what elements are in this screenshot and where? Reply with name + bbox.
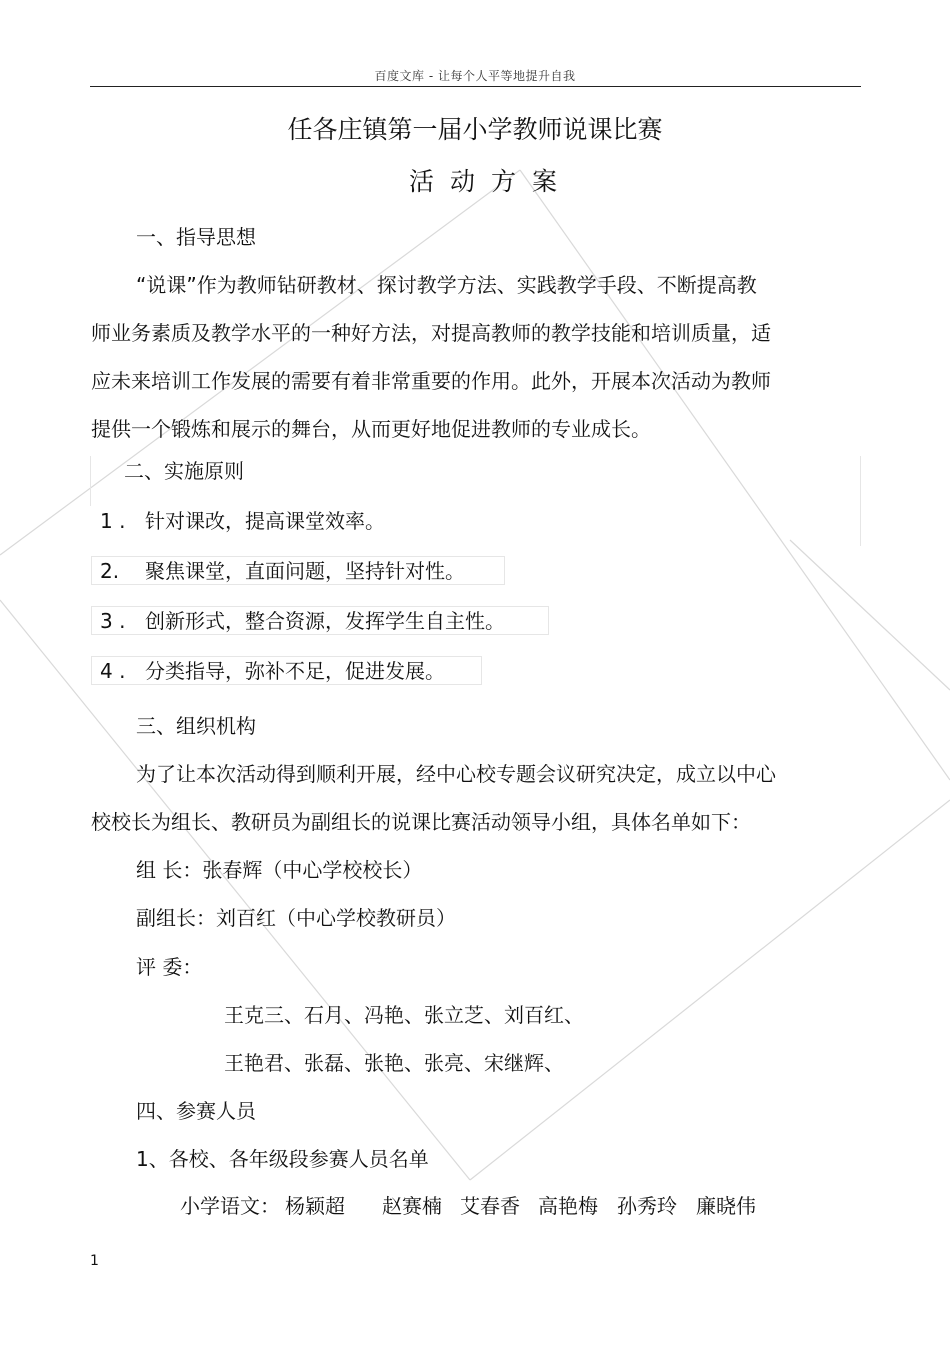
subsection-heading: 1、各校、各年级段参赛人员名单: [136, 1147, 429, 1171]
principle-number: 2.: [100, 559, 120, 583]
judges-list: 王克三、石月、冯艳、张立芝、刘百红、: [224, 1003, 584, 1027]
paragraph-line: 应未来培训工作发展的需要有着非常重要的作用。此外，开展本次活动为教师: [91, 369, 771, 393]
participant-name: 赵赛楠: [382, 1194, 442, 1218]
participant-name: 高艳梅: [538, 1194, 598, 1218]
principle-number: 3 .: [100, 609, 126, 633]
document-title: 任各庄镇第一届小学教师说课比赛: [287, 115, 663, 144]
participant-name: 孙秀玲: [617, 1194, 677, 1218]
section-heading-2: 二、实施原则: [124, 459, 244, 483]
section-heading-3: 三、组织机构: [136, 714, 256, 738]
judges-list: 王艳君、张磊、张艳、张亮、宋继辉、: [224, 1051, 564, 1075]
paragraph-line: “说课”作为教师钻研教材、探讨教学方法、实践教学手段、不断提高教: [136, 273, 757, 297]
participants-label: 小学语文：: [180, 1194, 280, 1218]
leader-line: 组 长：张春辉（中心学校校长）: [136, 858, 423, 882]
header-source: 百度文库 - 让每个人平等地提升自我: [374, 69, 576, 83]
principle-number: 1 .: [100, 509, 126, 533]
principle-text: 分类指导，弥补不足，促进发展。: [145, 659, 445, 683]
section-heading-1: 一、指导思想: [136, 225, 256, 249]
participant-name: 廉晓伟: [696, 1194, 756, 1218]
paragraph-line: 校校长为组长、教研员为副组长的说课比赛活动领导小组，具体名单如下：: [91, 810, 751, 834]
vice-leader-line: 副组长：刘百红（中心学校教研员）: [136, 906, 456, 930]
paragraph-line: 师业务素质及教学水平的一种好方法，对提高教师的教学技能和培训质量，适: [91, 321, 771, 345]
principle-text: 聚焦课堂，直面问题，坚持针对性。: [145, 559, 465, 583]
section-heading-4: 四、参赛人员: [136, 1099, 256, 1123]
participant-name: 杨颖超: [285, 1194, 345, 1218]
frame-line: [90, 456, 91, 506]
principle-text: 针对课改，提高课堂效率。: [145, 509, 385, 533]
page-number: 1: [90, 1253, 99, 1269]
participant-name: 艾春香: [460, 1194, 520, 1218]
judges-label: 评 委：: [136, 955, 203, 979]
principle-text: 创新形式，整合资源，发挥学生自主性。: [145, 609, 505, 633]
header-divider: [90, 86, 861, 87]
frame-line: [860, 456, 861, 546]
paragraph-line: 为了让本次活动得到顺利开展，经中心校专题会议研究决定，成立以中心: [136, 762, 776, 786]
principle-number: 4 .: [100, 659, 126, 683]
document-subtitle: 活动方案: [408, 167, 573, 196]
paragraph-line: 提供一个锻炼和展示的舞台，从而更好地促进教师的专业成长。: [91, 417, 651, 441]
